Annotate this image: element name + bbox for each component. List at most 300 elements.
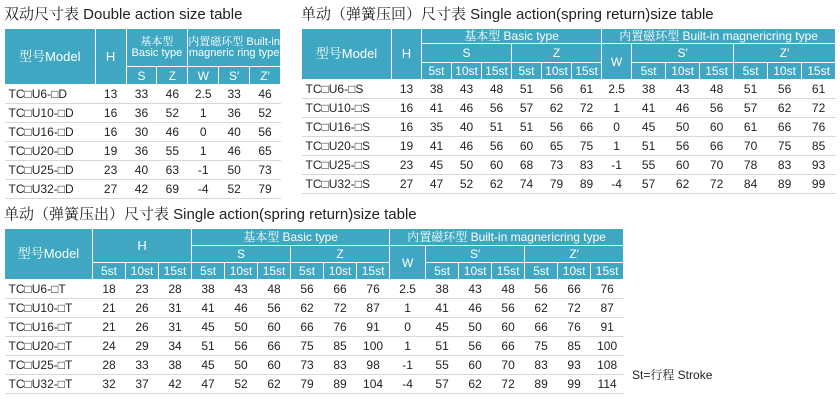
value-cell: 31 [159,318,192,337]
value-cell: 41 [422,99,452,118]
value-cell: 38 [159,356,192,375]
model-cell: TC□U6-□S [302,80,392,99]
model-cell: TC□U16-□D [5,123,96,142]
value-cell: 55 [632,156,666,175]
value-cell: 60 [512,137,542,156]
value-cell: 62 [291,299,324,318]
value-cell: 72 [802,99,836,118]
stroke-10-header: 10st [558,263,591,280]
value-cell: 76 [591,280,624,299]
value-cell: 70 [492,356,525,375]
value-cell: 16 [392,118,422,137]
value-cell: 63 [157,161,188,180]
stroke-10-header: 10st [768,63,802,80]
value-cell: 0 [188,123,219,142]
stroke-15-header: 15st [357,263,390,280]
value-cell: 33 [126,356,159,375]
stroke-5-header: 5st [291,263,324,280]
z-prime-header: Z′ [525,246,624,263]
value-cell: 56 [700,99,734,118]
value-cell: 43 [666,80,700,99]
model-cell: TC□U16-□S [302,118,392,137]
value-cell: 48 [700,80,734,99]
value-cell: 38 [632,80,666,99]
value-cell: 56 [225,337,258,356]
value-cell: 60 [666,156,700,175]
value-cell: 78 [734,156,768,175]
value-cell: 2.5 [602,80,632,99]
value-cell: 48 [258,280,291,299]
value-cell: 76 [357,280,390,299]
value-cell: 89 [324,375,357,394]
value-cell: 56 [492,299,525,318]
value-cell: 66 [258,337,291,356]
value-cell: 51 [632,137,666,156]
value-cell: 60 [482,156,512,175]
model-cell: TC□U25-□S [302,156,392,175]
value-cell: 72 [700,175,734,194]
value-cell: 50 [459,318,492,337]
stroke-15-header: 15st [258,263,291,280]
value-cell: 52 [157,104,188,123]
value-cell: 23 [95,161,126,180]
table-row [5,375,624,394]
z-prime-header: Z′ [734,44,836,63]
title-double-action: 双动尺寸表 Double action size table [4,6,243,23]
value-cell: 72 [572,99,602,118]
value-cell: 13 [392,80,422,99]
s-prime-header: S′ [632,44,734,63]
value-cell: 75 [291,337,324,356]
value-cell: 51 [192,337,225,356]
value-cell: 52 [250,104,281,123]
value-cell: 79 [542,175,572,194]
table-row [302,156,836,175]
table-row [302,80,836,99]
value-cell: 70 [734,137,768,156]
table-row [5,299,624,318]
value-cell: 70 [700,156,734,175]
value-cell: 13 [95,85,126,104]
stroke-15-header: 15st [482,63,512,80]
stroke-15-header: 15st [572,63,602,80]
title-single-action-return: 单动（弹簧压回）尺寸表 Single action(spring return)size table [301,6,714,23]
value-cell: 45 [192,356,225,375]
value-cell: 87 [357,299,390,318]
stroke-10-header: 10st [324,263,357,280]
value-cell: 21 [93,318,126,337]
model-cell: TC□U25-□D [5,161,96,180]
value-cell: 89 [572,175,602,194]
value-cell: 65 [542,137,572,156]
value-cell: 38 [422,80,452,99]
value-cell: 56 [482,99,512,118]
value-cell: 56 [291,280,324,299]
model-cell: TC□U10-□T [5,299,93,318]
value-cell: 62 [542,99,572,118]
table-row [302,137,836,156]
value-cell: 62 [525,299,558,318]
value-cell: 91 [357,318,390,337]
single-action-extend-table [4,228,624,394]
z-header: Z [157,67,188,85]
value-cell: 28 [159,280,192,299]
model-header: 型号Model [5,229,93,280]
value-cell: 50 [225,318,258,337]
stroke-15-header: 15st [591,263,624,280]
stroke-5-header: 5st [192,263,225,280]
value-cell: 56 [542,80,572,99]
value-cell: 89 [768,175,802,194]
value-cell: 108 [591,356,624,375]
h-header: H [95,29,126,85]
value-cell: 72 [324,299,357,318]
stroke-10-header: 10st [126,263,159,280]
magnetic-type-header: 内置磁环型 Built-in magnericring type [602,29,836,44]
value-cell: 91 [591,318,624,337]
value-cell: 93 [558,356,591,375]
value-cell: -4 [602,175,632,194]
value-cell: 19 [392,137,422,156]
stroke-10-header: 10st [666,63,700,80]
value-cell: 26 [126,299,159,318]
model-cell: TC□U25-□T [5,356,93,375]
double-action-table [4,28,281,199]
value-cell: 85 [558,337,591,356]
value-cell: 87 [591,299,624,318]
value-cell: 73 [250,161,281,180]
value-cell: 56 [542,118,572,137]
table-row [5,280,624,299]
table-row [5,337,624,356]
value-cell: 75 [572,137,602,156]
value-cell: 24 [93,337,126,356]
value-cell: 89 [525,375,558,394]
value-cell: 61 [802,80,836,99]
value-cell: 34 [159,337,192,356]
value-cell: 60 [258,356,291,375]
stroke-5-header: 5st [93,263,126,280]
value-cell: -4 [188,180,219,199]
value-cell: 75 [525,337,558,356]
model-cell: TC□U10-□D [5,104,96,123]
value-cell: 32 [93,375,126,394]
stroke-5-header: 5st [632,63,666,80]
model-cell: TC□U20-□T [5,337,93,356]
value-cell: 23 [126,280,159,299]
value-cell: 55 [426,356,459,375]
value-cell: 45 [632,118,666,137]
value-cell: 2.5 [188,85,219,104]
value-cell: 43 [225,280,258,299]
value-cell: 57 [512,99,542,118]
value-cell: 50 [666,118,700,137]
value-cell: 43 [459,280,492,299]
value-cell: 60 [258,318,291,337]
value-cell: 52 [219,180,250,199]
stroke-note: St=行程 Stroke [632,368,713,382]
model-cell: TC□U32-□T [5,375,93,394]
s-header: S [192,246,291,263]
model-cell: TC□U20-□S [302,137,392,156]
value-cell: 47 [422,175,452,194]
value-cell: -1 [390,356,426,375]
value-cell: 98 [357,356,390,375]
value-cell: 33 [219,85,250,104]
value-cell: 40 [126,161,157,180]
w-header: W [602,44,632,80]
value-cell: 56 [768,80,802,99]
value-cell: 68 [512,156,542,175]
value-cell: 104 [357,375,390,394]
value-cell: 47 [192,375,225,394]
value-cell: 74 [512,175,542,194]
value-cell: 60 [700,118,734,137]
value-cell: -4 [390,375,426,394]
stroke-5-header: 5st [426,263,459,280]
value-cell: 114 [591,375,624,394]
basic-type-header: 基本型 Basic type [422,29,602,44]
value-cell: 27 [95,180,126,199]
value-cell: 45 [192,318,225,337]
value-cell: 99 [802,175,836,194]
value-cell: 51 [734,80,768,99]
value-cell: 36 [126,104,157,123]
value-cell: 21 [93,299,126,318]
value-cell: 46 [452,99,482,118]
value-cell: 27 [392,175,422,194]
value-cell: 85 [802,137,836,156]
value-cell: 57 [426,375,459,394]
table-row [5,180,281,199]
value-cell: 76 [802,118,836,137]
magnetic-type-header: 内置磁环型 Built-in magnericring type [390,229,624,246]
stroke-10-header: 10st [452,63,482,80]
value-cell: 42 [126,180,157,199]
value-cell: 66 [558,280,591,299]
value-cell: 66 [492,337,525,356]
model-cell: TC□U10-□S [302,99,392,118]
model-cell: TC□U16-□T [5,318,93,337]
value-cell: 48 [482,80,512,99]
model-cell: TC□U6-□D [5,85,96,104]
value-cell: -1 [602,156,632,175]
value-cell: 37 [126,375,159,394]
value-cell: 41 [426,299,459,318]
value-cell: 62 [258,375,291,394]
stroke-5-header: 5st [422,63,452,80]
value-cell: 0 [390,318,426,337]
stroke-15-header: 15st [492,263,525,280]
value-cell: 75 [768,137,802,156]
z-header: Z [291,246,390,263]
model-cell: TC□U32-□D [5,180,96,199]
value-cell: 99 [558,375,591,394]
value-cell: 60 [492,318,525,337]
value-cell: 19 [95,142,126,161]
value-cell: 51 [426,337,459,356]
value-cell: 56 [459,337,492,356]
value-cell: 46 [157,85,188,104]
value-cell: 76 [324,318,357,337]
value-cell: 60 [459,356,492,375]
value-cell: 73 [291,356,324,375]
value-cell: 65 [250,142,281,161]
value-cell: 46 [157,123,188,142]
value-cell: 83 [324,356,357,375]
table-row [5,104,281,123]
value-cell: 41 [632,99,666,118]
s-prime-header: S′ [219,67,250,85]
stroke-5-header: 5st [525,263,558,280]
value-cell: 73 [542,156,572,175]
value-cell: 33 [126,85,157,104]
value-cell: 52 [452,175,482,194]
value-cell: 1 [188,142,219,161]
z-prime-header: Z′ [250,67,281,85]
value-cell: 100 [357,337,390,356]
value-cell: 51 [482,118,512,137]
value-cell: 66 [700,137,734,156]
value-cell: 61 [572,80,602,99]
table-row [302,118,836,137]
w-header: W [188,67,219,85]
value-cell: -1 [188,161,219,180]
value-cell: 41 [422,137,452,156]
stroke-10-header: 10st [459,263,492,280]
value-cell: 46 [666,99,700,118]
value-cell: 38 [426,280,459,299]
value-cell: 66 [525,318,558,337]
model-cell: TC□U20-□D [5,142,96,161]
value-cell: 46 [250,85,281,104]
value-cell: 79 [291,375,324,394]
value-cell: 66 [572,118,602,137]
value-cell: 50 [219,161,250,180]
value-cell: 2.5 [390,280,426,299]
value-cell: 62 [482,175,512,194]
value-cell: 72 [558,299,591,318]
value-cell: 46 [219,142,250,161]
table-row [5,356,624,375]
stroke-15-header: 15st [802,63,836,80]
value-cell: 51 [512,118,542,137]
value-cell: 52 [225,375,258,394]
value-cell: 1 [390,299,426,318]
value-cell: 30 [126,123,157,142]
table-row [5,142,281,161]
value-cell: 50 [225,356,258,375]
value-cell: 56 [666,137,700,156]
value-cell: 62 [666,175,700,194]
value-cell: 76 [558,318,591,337]
stroke-10-header: 10st [225,263,258,280]
value-cell: 56 [482,137,512,156]
value-cell: 83 [525,356,558,375]
value-cell: 51 [512,80,542,99]
stroke-15-header: 15st [159,263,192,280]
value-cell: 85 [324,337,357,356]
value-cell: 1 [390,337,426,356]
value-cell: 23 [392,156,422,175]
table-row [5,85,281,104]
value-cell: 56 [525,280,558,299]
value-cell: 40 [452,118,482,137]
stroke-5-header: 5st [734,63,768,80]
stroke-15-header: 15st [700,63,734,80]
w-header: W [390,246,426,280]
value-cell: 31 [159,299,192,318]
basic-type-header: 基本型 Basic type [192,229,390,246]
magnetic-type-header: 内置磁环型 Built-in magneric ring type [188,29,281,67]
value-cell: 55 [157,142,188,161]
s-header: S [126,67,157,85]
value-cell: 48 [492,280,525,299]
value-cell: 36 [219,104,250,123]
single-action-return-table [301,28,836,194]
value-cell: 57 [734,99,768,118]
value-cell: 83 [572,156,602,175]
title-single-action-extend: 单动（弹簧压出）尺寸表 Single action(spring return)size table [4,206,417,223]
s-header: S [422,44,512,63]
table-row [5,318,624,337]
value-cell: 46 [452,137,482,156]
value-cell: 1 [602,137,632,156]
value-cell: 16 [95,123,126,142]
value-cell: 45 [422,156,452,175]
value-cell: 66 [291,318,324,337]
model-cell: TC□U32-□S [302,175,392,194]
value-cell: 46 [459,299,492,318]
h-header: H [392,29,422,80]
table-row [302,175,836,194]
value-cell: 79 [250,180,281,199]
value-cell: 69 [157,180,188,199]
value-cell: 93 [802,156,836,175]
value-cell: 62 [459,375,492,394]
value-cell: 35 [422,118,452,137]
value-cell: 62 [768,99,802,118]
model-header: 型号Model [302,29,392,80]
h-header: H [93,229,192,263]
value-cell: 83 [768,156,802,175]
value-cell: 84 [734,175,768,194]
value-cell: 29 [126,337,159,356]
value-cell: 1 [188,104,219,123]
value-cell: 41 [192,299,225,318]
s-prime-header: S′ [426,246,525,263]
table-row [5,161,281,180]
value-cell: 66 [324,280,357,299]
value-cell: 26 [126,318,159,337]
z-header: Z [512,44,602,63]
value-cell: 56 [258,299,291,318]
value-cell: 66 [768,118,802,137]
value-cell: 46 [225,299,258,318]
value-cell: 50 [452,156,482,175]
model-header: 型号Model [5,29,96,85]
value-cell: 72 [492,375,525,394]
value-cell: 40 [219,123,250,142]
table-row [5,123,281,142]
value-cell: 0 [602,118,632,137]
value-cell: 18 [93,280,126,299]
value-cell: 43 [452,80,482,99]
value-cell: 16 [392,99,422,118]
stroke-5-header: 5st [512,63,542,80]
value-cell: 56 [250,123,281,142]
stroke-10-header: 10st [542,63,572,80]
